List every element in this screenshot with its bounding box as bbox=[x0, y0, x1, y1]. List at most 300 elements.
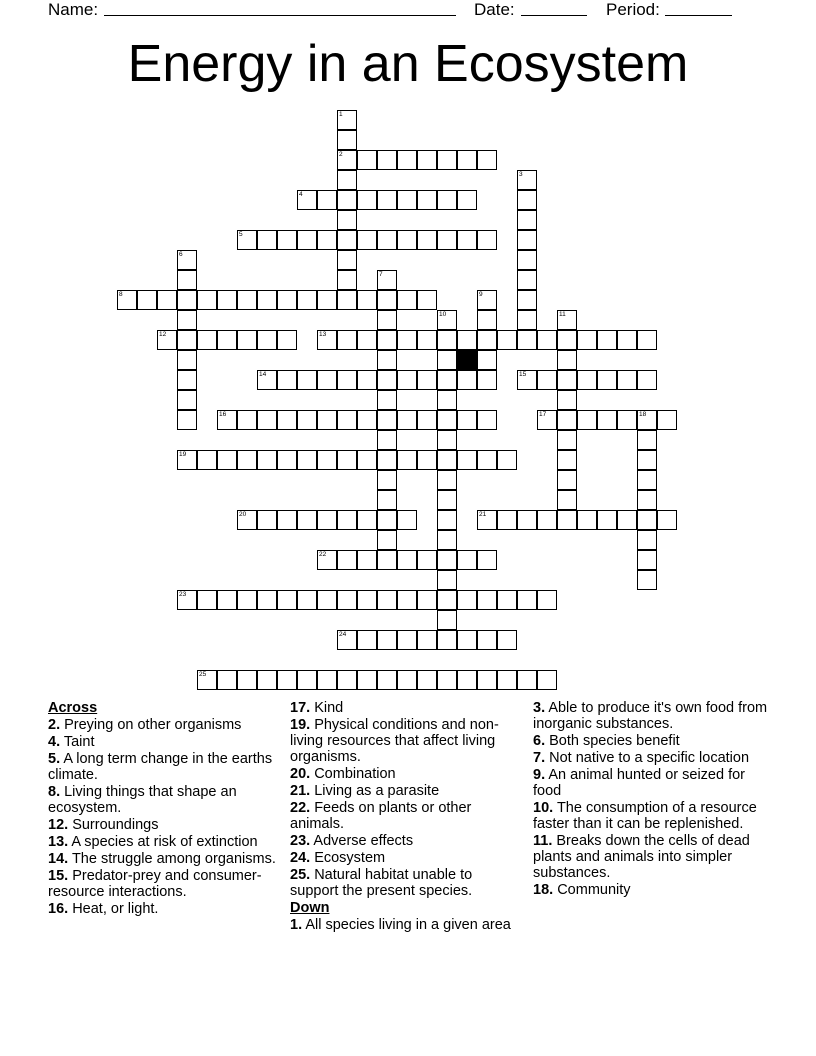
crossword-cell[interactable] bbox=[197, 670, 217, 690]
crossword-cell[interactable] bbox=[437, 510, 457, 530]
crossword-cell[interactable] bbox=[277, 670, 297, 690]
crossword-cell[interactable] bbox=[457, 330, 477, 350]
crossword-cell[interactable] bbox=[337, 410, 357, 430]
crossword-cell[interactable] bbox=[437, 350, 457, 370]
crossword-cell[interactable] bbox=[177, 250, 197, 270]
crossword-cell[interactable] bbox=[297, 230, 317, 250]
crossword-cell[interactable] bbox=[417, 670, 437, 690]
crossword-cell[interactable] bbox=[357, 290, 377, 310]
crossword-cell[interactable] bbox=[377, 370, 397, 390]
crossword-cell[interactable] bbox=[377, 350, 397, 370]
crossword-cell[interactable] bbox=[477, 230, 497, 250]
crossword-cell[interactable] bbox=[577, 510, 597, 530]
crossword-cell[interactable] bbox=[277, 450, 297, 470]
crossword-cell[interactable] bbox=[437, 430, 457, 450]
clue-number: 14. bbox=[48, 851, 69, 867]
crossword-cell[interactable] bbox=[237, 230, 257, 250]
crossword-cell[interactable] bbox=[237, 410, 257, 430]
crossword-cell[interactable] bbox=[477, 630, 497, 650]
crossword-cell[interactable] bbox=[237, 330, 257, 350]
crossword-cell[interactable] bbox=[377, 670, 397, 690]
crossword-cell[interactable] bbox=[317, 670, 337, 690]
crossword-cell[interactable] bbox=[377, 470, 397, 490]
crossword-cell[interactable] bbox=[257, 330, 277, 350]
crossword-cell[interactable] bbox=[637, 450, 657, 470]
clue bbox=[48, 751, 280, 783]
crossword-cell[interactable] bbox=[337, 630, 357, 650]
crossword-cell[interactable] bbox=[517, 270, 537, 290]
crossword-cell[interactable] bbox=[537, 410, 557, 430]
crossword-cell[interactable] bbox=[317, 290, 337, 310]
crossword-cell[interactable] bbox=[397, 150, 417, 170]
crossword-cell[interactable] bbox=[137, 290, 157, 310]
crossword-cell[interactable] bbox=[397, 670, 417, 690]
crossword-cell[interactable] bbox=[617, 510, 637, 530]
crossword-cell[interactable] bbox=[357, 630, 377, 650]
crossword-cell[interactable] bbox=[337, 190, 357, 210]
crossword-cell[interactable] bbox=[437, 670, 457, 690]
crossword-cell[interactable] bbox=[437, 630, 457, 650]
crossword-cell[interactable] bbox=[397, 190, 417, 210]
crossword-cell[interactable] bbox=[517, 510, 537, 530]
crossword-cell[interactable] bbox=[317, 410, 337, 430]
clue-number: 7. bbox=[533, 750, 546, 766]
crossword-cell[interactable] bbox=[637, 470, 657, 490]
clue-number: 15. bbox=[48, 868, 69, 884]
crossword-cell[interactable] bbox=[297, 450, 317, 470]
crossword-cell[interactable] bbox=[657, 410, 677, 430]
crossword-cell[interactable] bbox=[177, 270, 197, 290]
crossword-cell[interactable] bbox=[597, 370, 617, 390]
crossword-cell[interactable] bbox=[437, 150, 457, 170]
crossword-cell[interactable] bbox=[457, 230, 477, 250]
down-heading: Down bbox=[290, 900, 330, 916]
crossword-cell[interactable] bbox=[317, 230, 337, 250]
crossword-cell[interactable] bbox=[297, 670, 317, 690]
crossword-cell[interactable] bbox=[317, 510, 337, 530]
crossword-cell[interactable] bbox=[377, 530, 397, 550]
crossword-cell[interactable] bbox=[177, 310, 197, 330]
crossword-cell[interactable] bbox=[637, 330, 657, 350]
crossword-cell[interactable] bbox=[317, 590, 337, 610]
crossword-cell[interactable] bbox=[357, 190, 377, 210]
crossword-cell[interactable] bbox=[377, 490, 397, 510]
crossword-cell[interactable] bbox=[297, 590, 317, 610]
crossword-cell[interactable] bbox=[457, 410, 477, 430]
crossword-cell[interactable] bbox=[497, 630, 517, 650]
crossword-cell[interactable] bbox=[577, 410, 597, 430]
crossword-cell[interactable] bbox=[357, 590, 377, 610]
crossword-cell[interactable] bbox=[437, 450, 457, 470]
crossword-cell[interactable] bbox=[557, 490, 577, 510]
crossword-cell[interactable] bbox=[397, 510, 417, 530]
crossword-cell[interactable] bbox=[337, 550, 357, 570]
crossword-cell[interactable] bbox=[557, 310, 577, 330]
crossword-cell[interactable] bbox=[177, 330, 197, 350]
crossword-cell[interactable] bbox=[557, 350, 577, 370]
crossword-cell[interactable] bbox=[437, 530, 457, 550]
crossword-cell[interactable] bbox=[237, 670, 257, 690]
crossword-cell[interactable] bbox=[517, 290, 537, 310]
clue-number: 25. bbox=[290, 867, 311, 883]
crossword-cell[interactable] bbox=[437, 370, 457, 390]
crossword-cell[interactable] bbox=[477, 410, 497, 430]
crossword-cell[interactable] bbox=[397, 230, 417, 250]
crossword-cell[interactable] bbox=[457, 150, 477, 170]
crossword-cell[interactable] bbox=[297, 190, 317, 210]
crossword-cell[interactable] bbox=[557, 510, 577, 530]
crossword-cell[interactable] bbox=[457, 450, 477, 470]
crossword-cell[interactable] bbox=[337, 130, 357, 150]
crossword-cell[interactable] bbox=[437, 490, 457, 510]
crossword-cell[interactable] bbox=[217, 590, 237, 610]
clue-number: 12 bbox=[159, 331, 167, 338]
crossword-cell[interactable] bbox=[537, 510, 557, 530]
crossword-cell[interactable] bbox=[297, 370, 317, 390]
crossword-cell[interactable] bbox=[357, 450, 377, 470]
crossword-cell[interactable] bbox=[337, 250, 357, 270]
crossword-cell[interactable] bbox=[257, 290, 277, 310]
date-label: Date: bbox=[474, 0, 515, 19]
crossword-cell[interactable] bbox=[417, 590, 437, 610]
crossword-cell[interactable] bbox=[297, 510, 317, 530]
crossword-cell[interactable] bbox=[477, 510, 497, 530]
crossword-cell[interactable] bbox=[437, 410, 457, 430]
crossword-cell[interactable] bbox=[457, 590, 477, 610]
crossword-cell[interactable] bbox=[317, 550, 337, 570]
crossword-cell[interactable] bbox=[477, 370, 497, 390]
crossword-cell[interactable] bbox=[477, 550, 497, 570]
crossword-cell[interactable] bbox=[337, 210, 357, 230]
crossword-cell[interactable] bbox=[377, 550, 397, 570]
crossword-cell[interactable] bbox=[437, 330, 457, 350]
crossword-cell[interactable] bbox=[417, 550, 437, 570]
crossword-cell[interactable] bbox=[637, 550, 657, 570]
crossword-cell[interactable] bbox=[237, 450, 257, 470]
crossword-cell[interactable] bbox=[397, 370, 417, 390]
crossword-cell[interactable] bbox=[377, 270, 397, 290]
crossword-cell[interactable] bbox=[477, 670, 497, 690]
crossword-cell[interactable] bbox=[477, 350, 497, 370]
crossword-cell[interactable] bbox=[417, 450, 437, 470]
crossword-cell[interactable] bbox=[417, 330, 437, 350]
crossword-cell[interactable] bbox=[417, 150, 437, 170]
name-label: Name: bbox=[48, 0, 99, 19]
clue-number: 3. bbox=[533, 700, 546, 716]
crossword-cell[interactable] bbox=[517, 310, 537, 330]
crossword-cell[interactable] bbox=[357, 670, 377, 690]
crossword-cell[interactable] bbox=[597, 410, 617, 430]
crossword-cell[interactable] bbox=[477, 450, 497, 470]
crossword-cell[interactable] bbox=[477, 290, 497, 310]
crossword-cell[interactable] bbox=[377, 190, 397, 210]
across-clue-list-continued bbox=[290, 700, 522, 899]
crossword-cell[interactable] bbox=[537, 370, 557, 390]
crossword-cell[interactable] bbox=[217, 450, 237, 470]
clue-number: 2 bbox=[339, 151, 343, 158]
crossword-cell[interactable] bbox=[337, 290, 357, 310]
clue-number: 22. bbox=[290, 800, 311, 816]
crossword-cell[interactable] bbox=[557, 410, 577, 430]
crossword-cell[interactable] bbox=[477, 590, 497, 610]
crossword-cell[interactable] bbox=[197, 330, 217, 350]
clue-number: 8. bbox=[48, 784, 61, 800]
crossword-cell[interactable] bbox=[337, 590, 357, 610]
crossword-cell[interactable] bbox=[557, 470, 577, 490]
crossword-cell[interactable] bbox=[217, 290, 237, 310]
crossword-cell[interactable] bbox=[437, 310, 457, 330]
crossword-cell[interactable] bbox=[577, 370, 597, 390]
crossword-cell[interactable] bbox=[557, 430, 577, 450]
crossword-cell[interactable] bbox=[237, 510, 257, 530]
crossword-cell[interactable] bbox=[317, 330, 337, 350]
crossword-cell[interactable] bbox=[637, 510, 657, 530]
crossword-cell[interactable] bbox=[337, 110, 357, 130]
crossword-cell[interactable] bbox=[637, 410, 657, 430]
crossword-cell[interactable] bbox=[317, 370, 337, 390]
clue-number: 8 bbox=[119, 291, 123, 298]
crossword-cell[interactable] bbox=[637, 530, 657, 550]
crossword-cell[interactable] bbox=[257, 590, 277, 610]
crossword-cell[interactable] bbox=[597, 330, 617, 350]
crossword-cell[interactable] bbox=[437, 590, 457, 610]
crossword-cell[interactable] bbox=[177, 390, 197, 410]
crossword-cell[interactable] bbox=[437, 390, 457, 410]
crossword-cell[interactable] bbox=[377, 330, 397, 350]
crossword-cell[interactable] bbox=[437, 470, 457, 490]
crossword-cell[interactable] bbox=[357, 410, 377, 430]
clue-number: 1. bbox=[290, 917, 303, 933]
crossword-cell[interactable] bbox=[177, 290, 197, 310]
crossword-cell[interactable] bbox=[277, 590, 297, 610]
clue bbox=[48, 817, 280, 833]
crossword-cell[interactable] bbox=[417, 190, 437, 210]
crossword-cell[interactable] bbox=[257, 370, 277, 390]
crossword-cell[interactable] bbox=[437, 570, 457, 590]
crossword-cell[interactable] bbox=[517, 330, 537, 350]
crossword-cell[interactable] bbox=[297, 290, 317, 310]
crossword-cell[interactable] bbox=[657, 510, 677, 530]
crossword-cell[interactable] bbox=[397, 330, 417, 350]
clue bbox=[533, 767, 773, 799]
crossword-cell[interactable] bbox=[417, 630, 437, 650]
clue-number: 10. bbox=[533, 800, 554, 816]
clue-number: 21. bbox=[290, 783, 311, 799]
crossword-cell[interactable] bbox=[357, 550, 377, 570]
crossword-cell[interactable] bbox=[377, 510, 397, 530]
crossword-cell[interactable] bbox=[417, 230, 437, 250]
crossword-cell[interactable] bbox=[457, 190, 477, 210]
crossword-cell[interactable] bbox=[497, 330, 517, 350]
crossword-cell[interactable] bbox=[277, 370, 297, 390]
crossword-cell[interactable] bbox=[377, 230, 397, 250]
crossword-cell[interactable] bbox=[517, 590, 537, 610]
crossword-cell[interactable] bbox=[197, 290, 217, 310]
crossword-cell[interactable] bbox=[457, 370, 477, 390]
crossword-cell[interactable] bbox=[517, 230, 537, 250]
crossword-cell[interactable] bbox=[277, 330, 297, 350]
crossword-cell[interactable] bbox=[377, 590, 397, 610]
crossword-cell[interactable] bbox=[357, 510, 377, 530]
crossword-cell[interactable] bbox=[337, 450, 357, 470]
across-heading: Across bbox=[48, 700, 98, 716]
clue-number: 3 bbox=[519, 171, 523, 178]
clue-number: 19 bbox=[179, 451, 187, 458]
black-square bbox=[457, 350, 477, 370]
crossword-cell[interactable] bbox=[337, 170, 357, 190]
crossword-cell[interactable] bbox=[637, 490, 657, 510]
crossword-cell[interactable] bbox=[257, 410, 277, 430]
crossword-cell[interactable] bbox=[637, 370, 657, 390]
crossword-cell[interactable] bbox=[297, 410, 317, 430]
clue bbox=[290, 917, 522, 933]
crossword-cell[interactable] bbox=[197, 590, 217, 610]
crossword-cell[interactable] bbox=[497, 510, 517, 530]
crossword-cell[interactable] bbox=[537, 330, 557, 350]
clue bbox=[533, 750, 773, 766]
clue bbox=[48, 851, 280, 867]
crossword-cell[interactable] bbox=[557, 450, 577, 470]
crossword-cell[interactable] bbox=[517, 170, 537, 190]
crossword-cell[interactable] bbox=[437, 610, 457, 630]
crossword-cell[interactable] bbox=[377, 310, 397, 330]
crossword-cell[interactable] bbox=[277, 410, 297, 430]
clue bbox=[290, 833, 522, 849]
crossword-cell[interactable] bbox=[357, 230, 377, 250]
clue-number: 17 bbox=[539, 411, 547, 418]
crossword-cell[interactable] bbox=[157, 330, 177, 350]
crossword-cell[interactable] bbox=[357, 150, 377, 170]
clue-number: 18 bbox=[639, 411, 647, 418]
crossword-cell[interactable] bbox=[417, 370, 437, 390]
crossword-cell[interactable] bbox=[617, 370, 637, 390]
crossword-cell[interactable] bbox=[337, 230, 357, 250]
crossword-cell[interactable] bbox=[337, 270, 357, 290]
clue-text: Living things that shape an ecosystem. bbox=[48, 784, 237, 816]
crossword-cell[interactable] bbox=[417, 410, 437, 430]
crossword-cell[interactable] bbox=[337, 370, 357, 390]
crossword-cell[interactable] bbox=[177, 450, 197, 470]
clue-number: 7 bbox=[379, 271, 383, 278]
crossword-cell[interactable] bbox=[357, 330, 377, 350]
crossword-cell[interactable] bbox=[177, 370, 197, 390]
crossword-cell[interactable] bbox=[457, 630, 477, 650]
crossword-cell[interactable] bbox=[337, 330, 357, 350]
crossword-cell[interactable] bbox=[597, 510, 617, 530]
clue bbox=[48, 834, 280, 850]
crossword-cell[interactable] bbox=[157, 290, 177, 310]
clue-text: The struggle among organisms. bbox=[68, 851, 276, 867]
crossword-cell[interactable] bbox=[257, 510, 277, 530]
crossword-cell[interactable] bbox=[637, 430, 657, 450]
crossword-cell[interactable] bbox=[277, 290, 297, 310]
crossword-cell[interactable] bbox=[517, 370, 537, 390]
crossword-cell[interactable] bbox=[377, 150, 397, 170]
crossword-cell[interactable] bbox=[317, 450, 337, 470]
crossword-cell[interactable] bbox=[537, 590, 557, 610]
crossword-cell[interactable] bbox=[437, 550, 457, 570]
crossword-cell[interactable] bbox=[377, 390, 397, 410]
crossword-cell[interactable] bbox=[617, 330, 637, 350]
crossword-cell[interactable] bbox=[397, 410, 417, 430]
crossword-cell[interactable] bbox=[177, 590, 197, 610]
crossword-cell[interactable] bbox=[417, 290, 437, 310]
crossword-cell[interactable] bbox=[497, 450, 517, 470]
crossword-cell[interactable] bbox=[317, 190, 337, 210]
crossword-cell[interactable] bbox=[557, 370, 577, 390]
crossword-cell[interactable] bbox=[537, 670, 557, 690]
crossword-cell[interactable] bbox=[577, 330, 597, 350]
clue-text: Both species benefit bbox=[545, 733, 680, 749]
crossword-cell[interactable] bbox=[217, 410, 237, 430]
crossword-cell[interactable] bbox=[477, 330, 497, 350]
crossword-cell[interactable] bbox=[177, 410, 197, 430]
crossword-cell[interactable] bbox=[217, 670, 237, 690]
crossword-cell[interactable] bbox=[397, 590, 417, 610]
crossword-cell[interactable] bbox=[397, 450, 417, 470]
clue-number: 21 bbox=[479, 511, 487, 518]
crossword-cell[interactable] bbox=[457, 550, 477, 570]
crossword-cell[interactable] bbox=[397, 290, 417, 310]
crossword-cell[interactable] bbox=[237, 290, 257, 310]
crossword-cell[interactable] bbox=[517, 190, 537, 210]
crossword-cell[interactable] bbox=[477, 310, 497, 330]
crossword-cell[interactable] bbox=[197, 450, 217, 470]
crossword-cell[interactable] bbox=[517, 250, 537, 270]
crossword-cell[interactable] bbox=[377, 410, 397, 430]
crossword-cell[interactable] bbox=[177, 350, 197, 370]
clue-text: Feeds on plants or other animals. bbox=[290, 800, 472, 832]
crossword-cell[interactable] bbox=[337, 670, 357, 690]
crossword-cell[interactable] bbox=[357, 370, 377, 390]
clue-number: 20. bbox=[290, 766, 311, 782]
crossword-cell[interactable] bbox=[217, 330, 237, 350]
crossword-cell[interactable] bbox=[517, 210, 537, 230]
crossword-cell[interactable] bbox=[237, 590, 257, 610]
clue bbox=[290, 766, 522, 782]
crossword-cell[interactable] bbox=[497, 590, 517, 610]
crossword-cell[interactable] bbox=[377, 630, 397, 650]
crossword-cell[interactable] bbox=[377, 290, 397, 310]
crossword-cell[interactable] bbox=[457, 670, 477, 690]
crossword-cell[interactable] bbox=[437, 230, 457, 250]
clue-text: Surroundings bbox=[68, 817, 159, 833]
crossword-cell[interactable] bbox=[637, 570, 657, 590]
crossword-cell[interactable] bbox=[257, 670, 277, 690]
crossword-cell[interactable] bbox=[397, 630, 417, 650]
crossword-cell[interactable] bbox=[497, 670, 517, 690]
clue bbox=[48, 717, 280, 733]
down-clue-list bbox=[290, 917, 522, 933]
crossword-cell[interactable] bbox=[557, 330, 577, 350]
crossword-cell[interactable] bbox=[617, 410, 637, 430]
crossword-cell[interactable] bbox=[557, 390, 577, 410]
crossword-cell[interactable] bbox=[377, 450, 397, 470]
crossword-cell[interactable] bbox=[277, 230, 297, 250]
crossword-cell[interactable] bbox=[257, 450, 277, 470]
crossword-cell[interactable] bbox=[277, 510, 297, 530]
across-clue-list bbox=[48, 717, 280, 917]
crossword-cell[interactable] bbox=[377, 430, 397, 450]
crossword-cell[interactable] bbox=[517, 670, 537, 690]
crossword-cell[interactable] bbox=[117, 290, 137, 310]
crossword-cell[interactable] bbox=[337, 510, 357, 530]
crossword-cell[interactable] bbox=[337, 150, 357, 170]
crossword-cell[interactable] bbox=[257, 230, 277, 250]
crossword-cell[interactable] bbox=[397, 550, 417, 570]
crossword-cell[interactable] bbox=[477, 150, 497, 170]
crossword-cell[interactable] bbox=[437, 190, 457, 210]
